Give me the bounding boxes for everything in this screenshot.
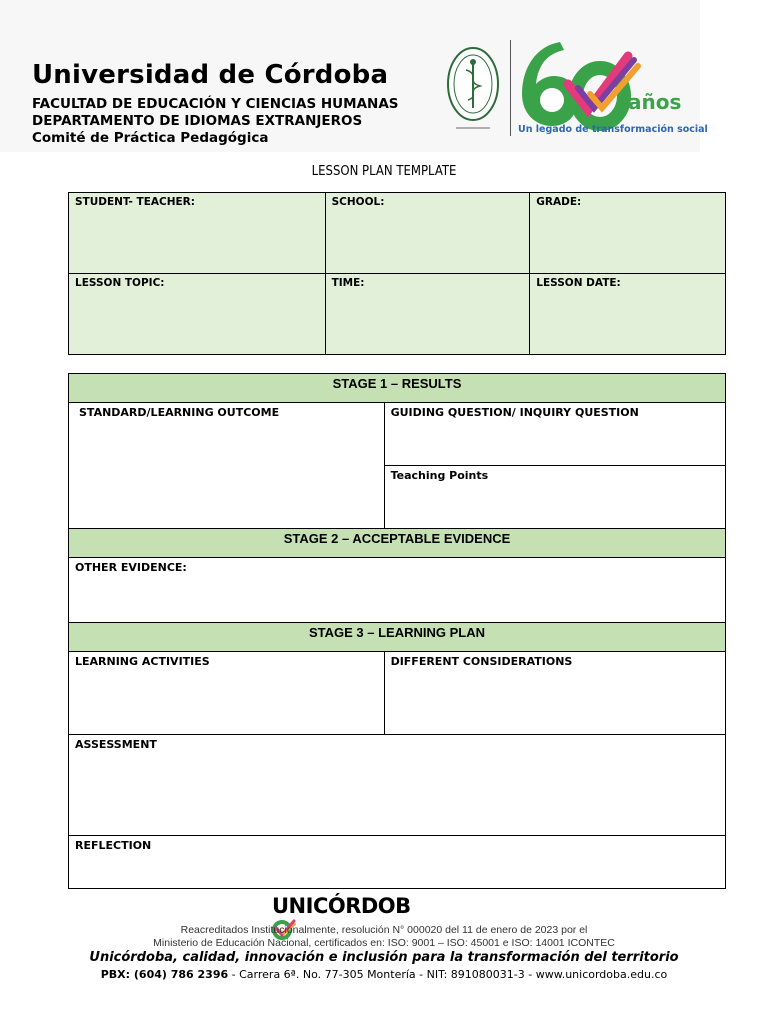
student-teacher-field[interactable] <box>69 193 326 274</box>
learning-activities-label: LEARNING ACTIVITIES <box>75 655 210 668</box>
faculty-name: FACULTAD DE EDUCACIÓN Y CIENCIAS HUMANAS <box>32 96 399 112</box>
stage-1-header: STAGE 1 – RESULTS <box>69 374 726 403</box>
school-field[interactable] <box>325 193 530 274</box>
logo-divider <box>510 40 511 136</box>
university-seal-logo <box>446 44 500 132</box>
accreditation-line-1: Reacreditados Institucionalmente, resolución N° 000020 del 11 de enero de 2023 por el <box>180 924 588 936</box>
footer-contact <box>0 968 768 981</box>
committee-name: Comité de Práctica Pedagógica <box>32 130 269 146</box>
lesson-topic-field[interactable] <box>69 274 326 355</box>
teaching-points-label: Teaching Points <box>390 469 489 482</box>
sixty-years-anos: años <box>628 90 682 114</box>
footer-contact-rest: - Carrera 6ª. No. 77-305 Montería - NIT: 891080031-3 - www.unicordoba.edu.co <box>228 968 668 981</box>
footer-logo-text: UNICÓRDOB <box>272 894 411 918</box>
unicordoba-footer-logo <box>272 894 432 924</box>
guiding-question-label: GUIDING QUESTION/ INQUIRY QUESTION <box>390 406 639 419</box>
document-title: LESSON PLAN TEMPLATE <box>311 164 457 179</box>
other-evidence-label: OTHER EVIDENCE: <box>75 561 187 574</box>
standard-outcome-field[interactable] <box>69 403 385 529</box>
university-name: Universidad de Córdoba <box>32 60 389 90</box>
different-considerations-label: DIFFERENT CONSIDERATIONS <box>390 655 573 668</box>
lesson-info-table <box>68 192 726 355</box>
lesson-date-field[interactable] <box>530 274 726 355</box>
reflection-label: REFLECTION <box>75 839 152 852</box>
assessment-label: ASSESSMENT <box>75 738 157 751</box>
accreditation-line-2: Ministerio de Educación Nacional, certificados en: ISO: 9001 – ISO: 45001 e ISO: 14001 ICONTEC <box>153 937 615 949</box>
school-label: SCHOOL: <box>331 196 385 208</box>
grade-label: GRADE: <box>536 196 582 208</box>
learning-activities-field[interactable] <box>69 652 385 735</box>
guiding-question-field[interactable] <box>384 403 725 466</box>
standard-outcome-label: STANDARD/LEARNING OUTCOME <box>79 406 280 419</box>
lesson-plan-table <box>68 373 726 889</box>
lesson-topic-label: LESSON TOPIC: <box>75 277 165 289</box>
time-label: TIME: <box>331 277 365 289</box>
grade-field[interactable] <box>530 193 726 274</box>
footer-pbx: PBX: (604) 786 2396 <box>100 968 229 981</box>
time-field[interactable] <box>325 274 530 355</box>
footer-slogan: Unicórdoba, calidad, innovación e inclusión para la transformación del territorio <box>89 950 679 965</box>
different-considerations-field[interactable] <box>384 652 725 735</box>
student-teacher-label: STUDENT- TEACHER: <box>75 196 195 208</box>
reflection-field[interactable] <box>69 836 726 889</box>
logo-tagline: Un legado de transformación social <box>518 124 708 135</box>
lesson-date-label: LESSON DATE: <box>536 277 621 289</box>
stage-3-header: STAGE 3 – LEARNING PLAN <box>69 623 726 652</box>
stage-2-header: STAGE 2 – ACCEPTABLE EVIDENCE <box>69 529 726 558</box>
assessment-field[interactable] <box>69 735 726 836</box>
teaching-points-field[interactable] <box>384 466 725 529</box>
other-evidence-field[interactable] <box>69 558 726 623</box>
department-name: DEPARTAMENTO DE IDIOMAS EXTRANJEROS <box>32 113 363 129</box>
